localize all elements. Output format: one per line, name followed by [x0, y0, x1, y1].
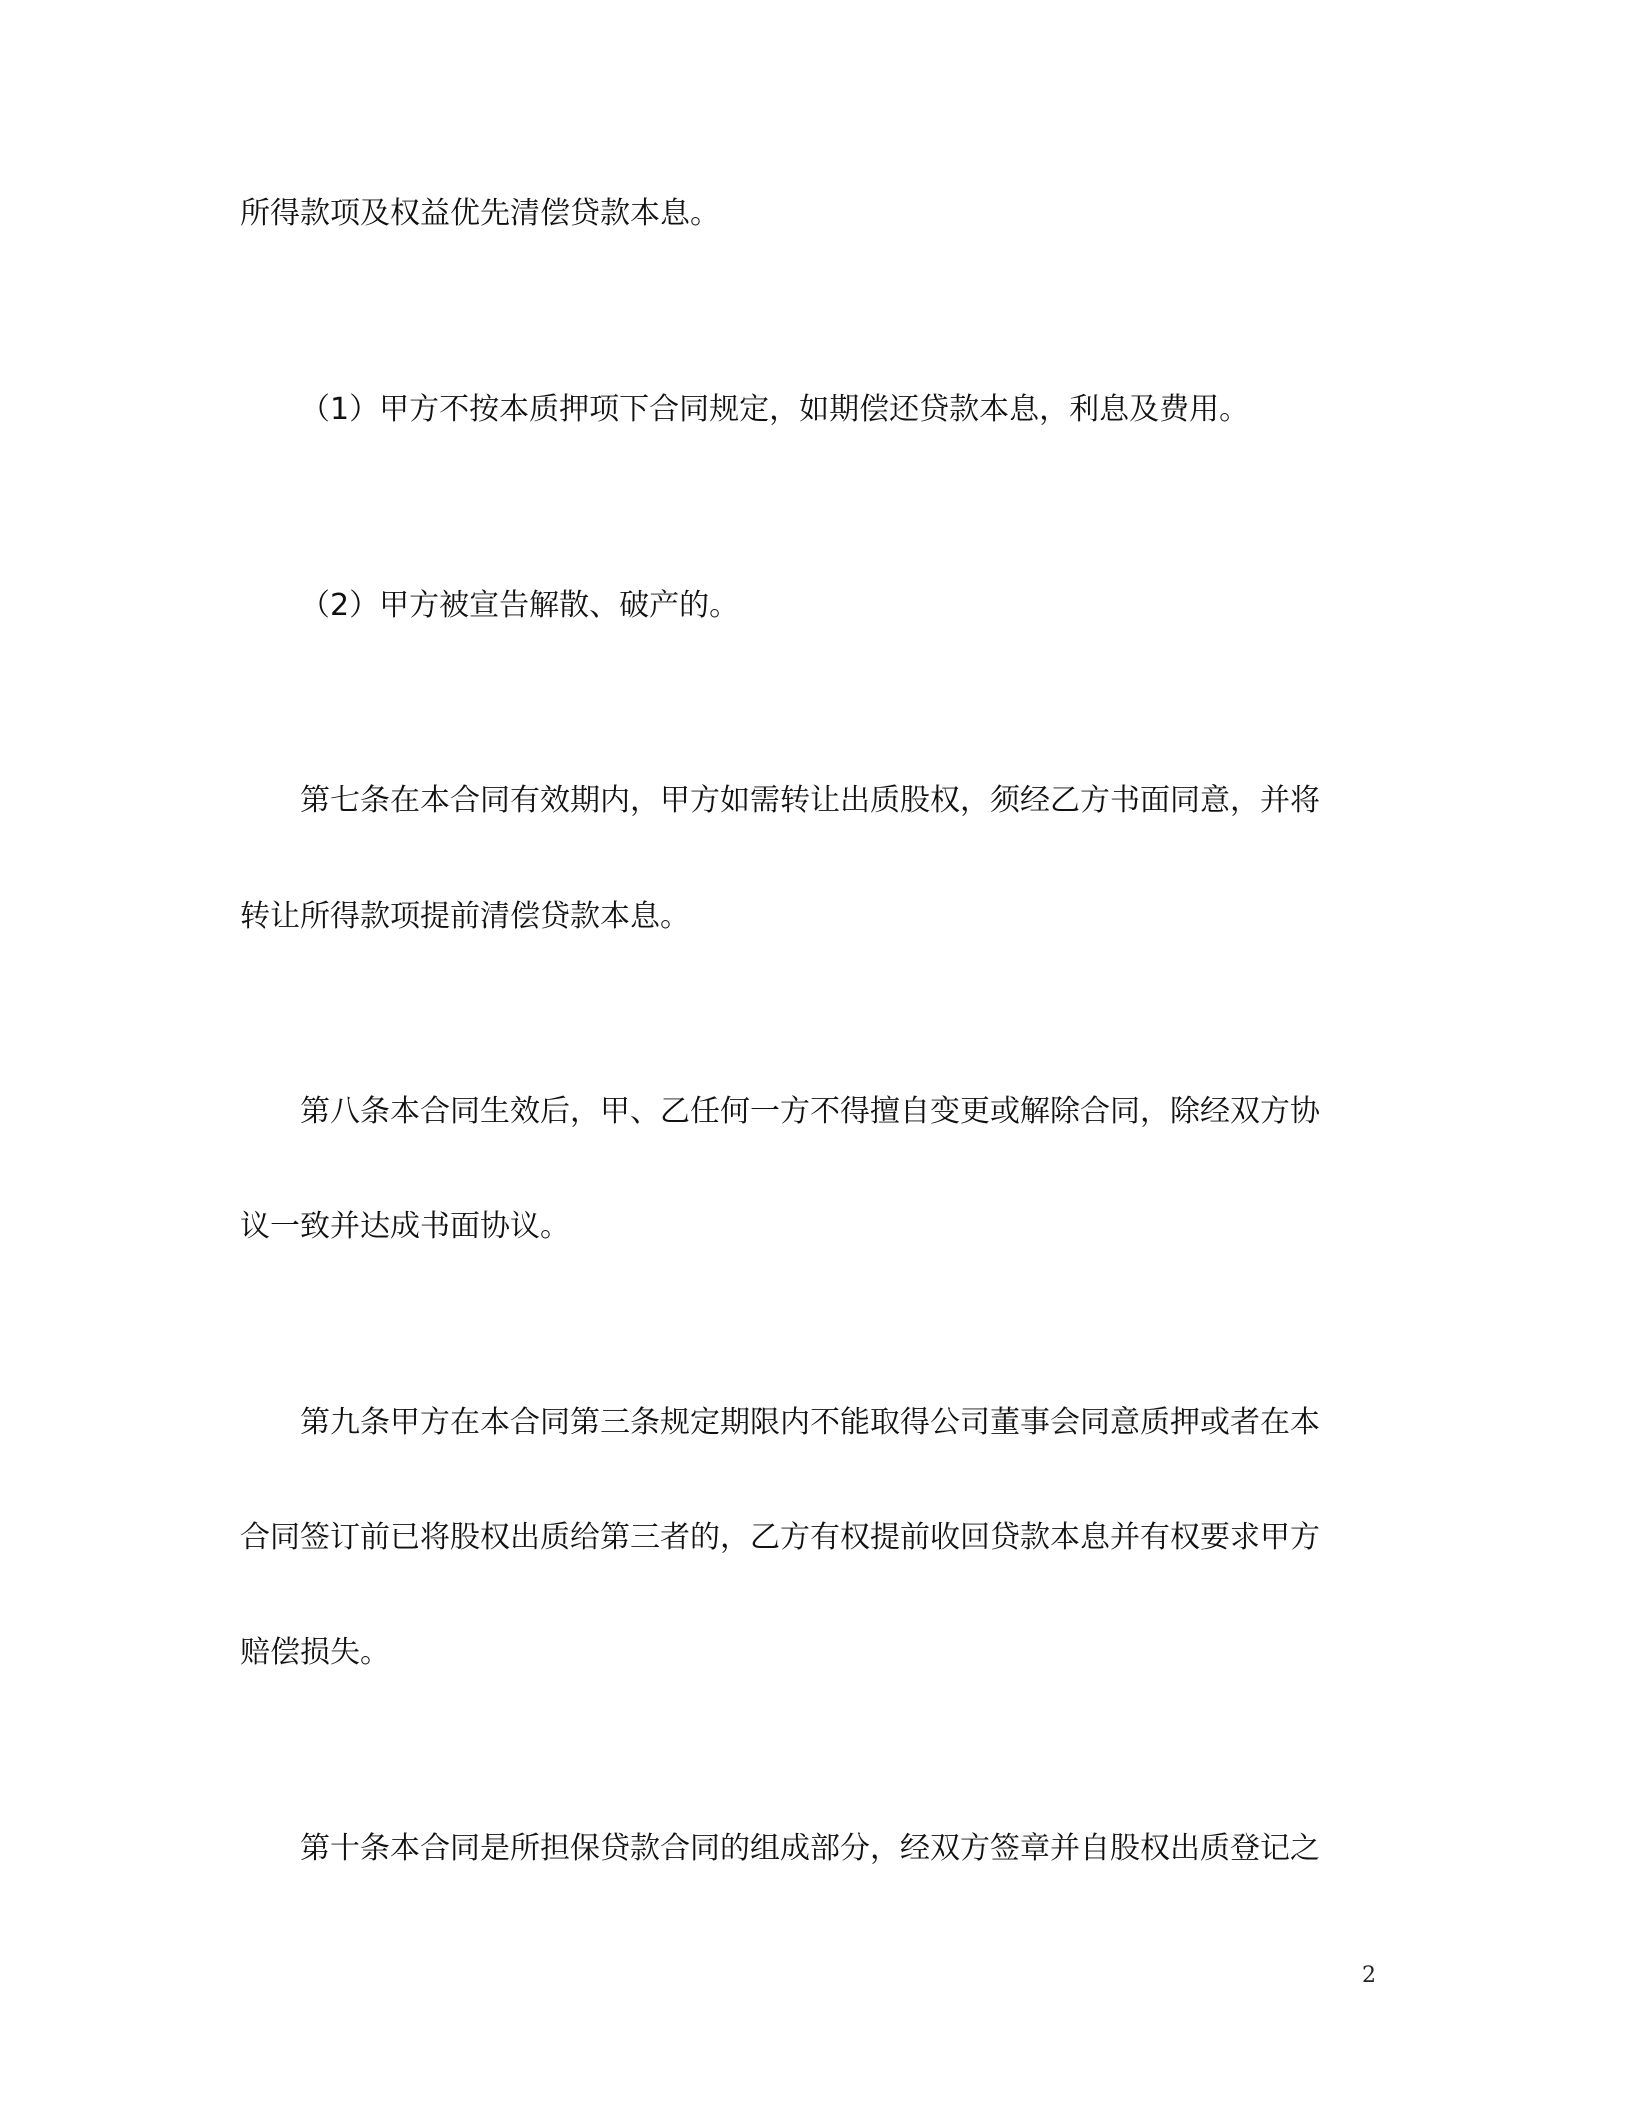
text-line-8: 第九条甲方在本合同第三条规定期限内不能取得公司董事会同意质押或者在本 — [300, 1405, 1320, 1440]
text-line-7: 议一致并达成书面协议。 — [240, 1209, 570, 1244]
text-line-11: 第十条本合同是所担保贷款合同的组成部分，经双方签章并自股权出质登记之 — [300, 1831, 1320, 1866]
text-line-4: 第七条在本合同有效期内，甲方如需转让出质股权，须经乙方书面同意，并将 — [300, 783, 1320, 818]
text-line-1: 所得款项及权益优先清偿贷款本息。 — [240, 196, 720, 231]
text-line-5: 转让所得款项提前清偿贷款本息。 — [240, 899, 690, 934]
text-line-3: （2）甲方被宣告解散、破产的。 — [300, 588, 740, 623]
page-number: 2 — [1362, 1963, 1376, 1988]
text-line-10: 赔偿损失。 — [240, 1635, 390, 1670]
text-line-2: （1）甲方不按本质押项下合同规定，如期偿还贷款本息，利息及费用。 — [300, 392, 1250, 427]
text-line-9: 合同签订前已将股权出质给第三者的，乙方有权提前收回贷款本息并有权要求甲方 — [240, 1520, 1320, 1555]
text-line-6: 第八条本合同生效后，甲、乙任何一方不得擅自变更或解除合同，除经双方协 — [300, 1094, 1320, 1129]
